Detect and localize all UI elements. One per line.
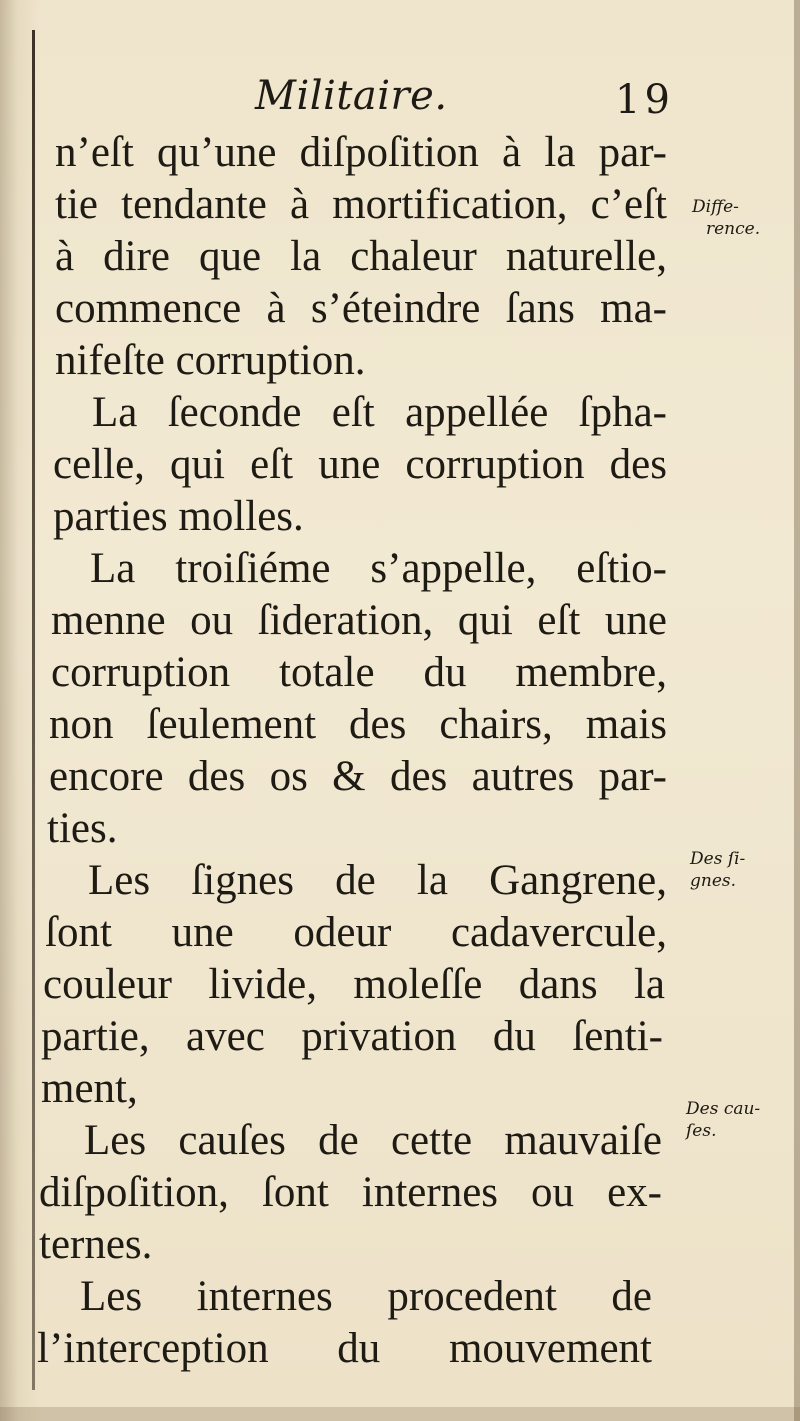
text-line: encore des os & des autres par- bbox=[49, 753, 667, 800]
margin-note-line: Des ſi- bbox=[690, 849, 746, 869]
margin-note-causes bbox=[686, 1098, 760, 1142]
text-line: ment, bbox=[41, 1065, 138, 1112]
text-line: couleur livide, moleſſe dans la bbox=[43, 961, 665, 1008]
running-head: Militaire. bbox=[255, 73, 448, 119]
page-number: 19 bbox=[615, 77, 674, 123]
margin-note-difference bbox=[692, 196, 760, 240]
text-line: ties. bbox=[47, 805, 118, 852]
text-line: menne ou ſideration, qui eſt une bbox=[51, 597, 667, 644]
text-line: à dire que la chaleur naturelle, bbox=[55, 233, 667, 280]
margin-note-line: gnes. bbox=[690, 871, 737, 891]
text-line: parties molles. bbox=[53, 493, 304, 540]
text-line: ternes. bbox=[39, 1221, 153, 1268]
gutter-shadow bbox=[32, 30, 35, 1390]
text-line: partie, avec privation du ſenti- bbox=[41, 1013, 663, 1060]
text-line: n’eſt qu’une diſpoſition à la par- bbox=[55, 129, 667, 176]
text-line: ſont une odeur cadavercule, bbox=[45, 909, 667, 956]
text-line: corruption totale du membre, bbox=[51, 649, 667, 696]
margin-note-line: Diffe- bbox=[692, 197, 739, 217]
text-line: nifeſte corruption. bbox=[55, 337, 366, 384]
margin-note-line: ſes. bbox=[686, 1121, 717, 1141]
page-edge-right bbox=[794, 0, 800, 1421]
text-line: l’interception du mouvement bbox=[37, 1325, 652, 1372]
text-line: La troiſiéme s’appelle, eſtio- bbox=[90, 545, 667, 592]
margin-note-signs bbox=[690, 848, 745, 892]
text-line: La ſeconde eſt appellée ſpha- bbox=[92, 389, 667, 436]
text-line: Les internes procedent de bbox=[80, 1273, 652, 1320]
text-line: commence à s’éteindre ſans ma- bbox=[55, 285, 667, 332]
text-line: non ſeulement des chairs, mais bbox=[49, 701, 667, 748]
text-line: diſpoſition, ſont internes ou ex- bbox=[39, 1169, 662, 1216]
text-line: Les cauſes de cette mauvaiſe bbox=[84, 1117, 662, 1164]
margin-note-line: Des cau- bbox=[686, 1099, 761, 1119]
text-line: Les ſignes de la Gangrene, bbox=[88, 857, 667, 904]
page-header bbox=[0, 72, 800, 132]
text-line: celle, qui eſt une corruption des bbox=[53, 441, 667, 488]
page-edge-bottom bbox=[0, 1407, 800, 1421]
text-line: tie tendante à mortification, c’eſt bbox=[55, 181, 667, 228]
margin-note-line: rence. bbox=[706, 219, 761, 239]
